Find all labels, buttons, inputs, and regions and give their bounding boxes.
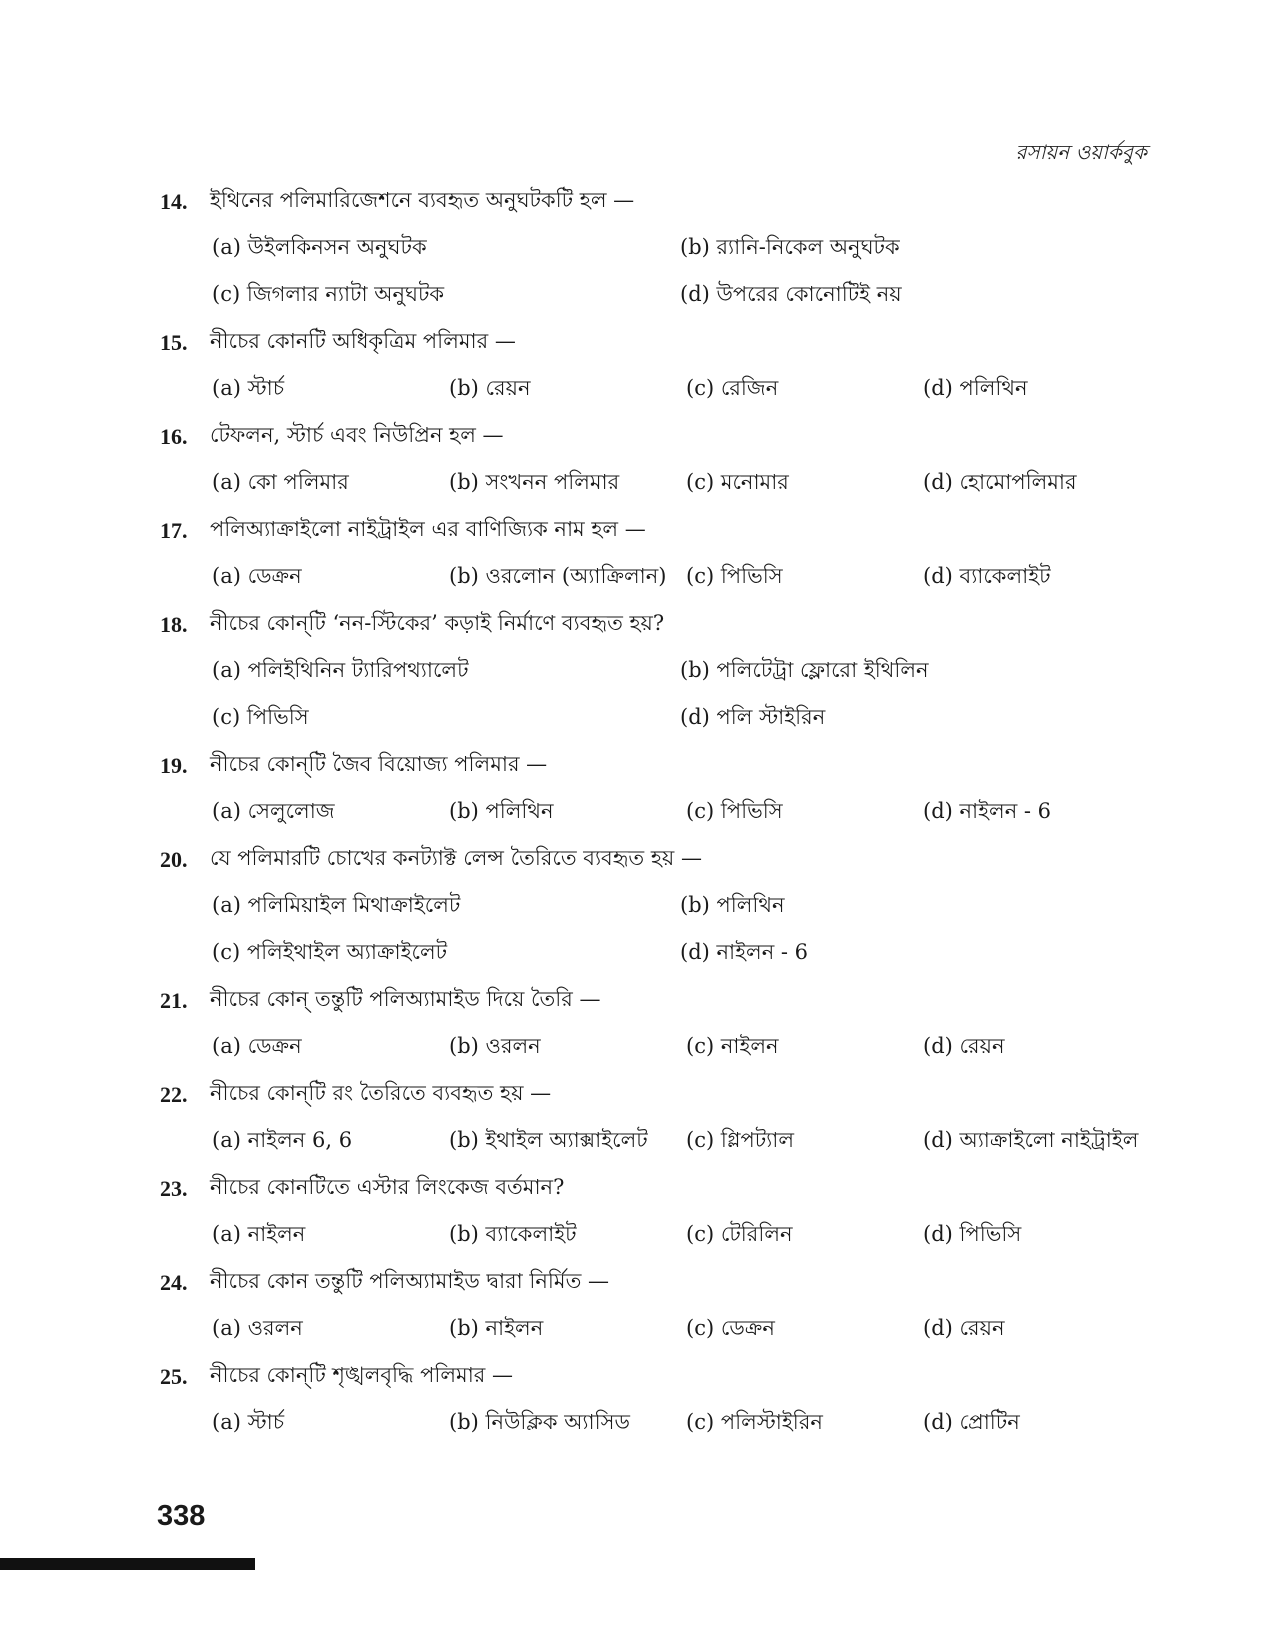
option-b: (b) ইথাইল অ্যাক্সাইলেট [449,1128,648,1152]
question-number: 17. [160,517,188,543]
option-c: (c) টেরিলিন [686,1222,793,1246]
question-number: 15. [160,329,188,355]
option-b: (b) নাইলন [449,1316,544,1340]
option-c: (c) মনোমার [686,470,789,494]
question-text: যে পলিমারটি চোখের কনট্যাক্ট লেন্স তৈরিতে ব্যবহৃত হয় — [210,846,702,870]
option-d: (d) প্রোটিন [923,1410,1020,1434]
option-d: (d) রেয়ন [923,1316,1005,1340]
option-a: (a) ডেক্রন [212,564,302,588]
question-number: 21. [160,987,188,1013]
option-b: (b) ওরলন [449,1034,541,1058]
question-18 [160,601,1160,742]
question-text: নীচের কোন্‌টি জৈব বিয়োজ্য পলিমার — [210,752,548,776]
question-number: 16. [160,423,188,449]
question-15 [160,319,1160,413]
page-number: 338 [157,1500,206,1532]
option-b: (b) ব্যাকেলাইট [449,1222,577,1246]
question-25 [160,1353,1160,1447]
question-text: নীচের কোন্‌টি রং তৈরিতে ব্যবহৃত হয় — [210,1081,552,1105]
option-a: (a) কো পলিমার [212,470,349,494]
option-a: (a) স্টার্চ [212,376,285,400]
option-d: (d) পলিথিন [923,376,1028,400]
option-d: (d) অ্যাক্রাইলো নাইট্রাইল [923,1128,1139,1152]
question-number: 23. [160,1175,188,1201]
question-17 [160,507,1160,601]
option-b: (b) নিউক্লিক অ্যাসিড [449,1410,630,1434]
option-c: (c) পিভিসি [212,705,309,729]
option-c: (c) পলিস্টাইরিন [686,1410,823,1434]
option-b: (b) র‍্যানি-নিকেল অনুঘটক [680,235,900,259]
question-number: 20. [160,846,188,872]
option-c: (c) পিভিসি [686,799,783,823]
question-14 [160,178,1160,319]
option-a: (a) পলিইথিনিন ট্যারিপথ্যালেট [212,658,469,682]
question-number: 24. [160,1269,188,1295]
question-number: 14. [160,188,188,214]
question-text: টেফলন, স্টার্চ এবং নিউপ্রিন হল — [210,423,504,447]
question-number: 22. [160,1081,188,1107]
question-text: নীচের কোন্‌টি শৃঙ্খলবৃদ্ধি পলিমার — [210,1363,514,1387]
option-d: (d) নাইলন - 6 [923,799,1052,823]
question-number: 25. [160,1363,188,1389]
option-a: (a) সেলুলোজ [212,799,335,823]
option-c: (c) পিভিসি [686,564,783,588]
option-d: (d) ব্যাকেলাইট [923,564,1051,588]
question-text: নীচের কোন তন্তুটি পলিঅ্যামাইড দ্বারা নির্মিত — [210,1269,610,1293]
option-c: (c) ডেক্রন [686,1316,775,1340]
question-text: নীচের কোনটি অধিকৃত্রিম পলিমার — [210,329,516,353]
option-b: (b) সংখনন পলিমার [449,470,620,494]
option-a: (a) ওরলন [212,1316,303,1340]
option-b: (b) রেয়ন [449,376,531,400]
option-a: (a) উইলকিনসন অনুঘটক [212,235,427,259]
option-a: (a) নাইলন [212,1222,306,1246]
question-text: ইথিনের পলিমারিজেশনে ব্যবহৃত অনুঘটকটি হল — [210,188,635,212]
question-text: নীচের কোনটিতে এস্টার লিংকেজ বর্তমান? [210,1175,565,1199]
option-b: (b) পলিথিন [449,799,554,823]
question-22 [160,1071,1160,1165]
option-a: (a) স্টার্চ [212,1410,285,1434]
option-d: (d) রেয়ন [923,1034,1005,1058]
question-list [160,178,1160,1447]
option-d: (d) পলি স্টাইরিন [680,705,826,729]
option-b: (b) ওরলোন (অ্যাক্রিলান) [449,564,667,588]
option-c: (c) গ্লিপট্যাল [686,1128,794,1152]
option-a: (a) নাইলন 6, 6 [212,1128,353,1152]
option-a: (a) ডেক্রন [212,1034,302,1058]
option-c: (c) রেজিন [686,376,779,400]
option-d: (d) উপরের কোনোটিই নয় [680,282,902,306]
question-text: পলিঅ্যাক্রাইলো নাইট্রাইল এর বাণিজ্যিক নাম হল — [210,517,646,541]
question-text: নীচের কোন্‌ তন্তুটি পলিঅ্যামাইড দিয়ে তৈরি — [210,987,601,1011]
question-16 [160,413,1160,507]
option-c: (c) নাইলন [686,1034,779,1058]
option-d: (d) নাইলন - 6 [680,940,809,964]
option-a: (a) পলিমিয়াইল মিথাক্রাইলেট [212,893,461,917]
question-23 [160,1165,1160,1259]
option-c: (c) জিগলার ন্যাটা অনুঘটক [212,282,445,306]
question-19 [160,742,1160,836]
question-20 [160,836,1160,977]
option-d: (d) হোমোপলিমার [923,470,1077,494]
option-d: (d) পিভিসি [923,1222,1022,1246]
question-number: 19. [160,752,188,778]
question-number: 18. [160,611,188,637]
question-24 [160,1259,1160,1353]
footer-rule [0,1558,255,1570]
option-b: (b) পলিটেট্রা ফ্লোরো ইথিলিন [680,658,929,682]
option-b: (b) পলিথিন [680,893,785,917]
question-21 [160,977,1160,1071]
running-header: রসায়ন ওয়ার্কবুক [1015,140,1147,164]
option-c: (c) পলিইথাইল অ্যাক্রাইলেট [212,940,448,964]
question-text: নীচের কোন্‌টি ‘নন-স্টিকের’ কড়াই নির্মাণে ব্যবহৃত হয়? [210,611,665,635]
